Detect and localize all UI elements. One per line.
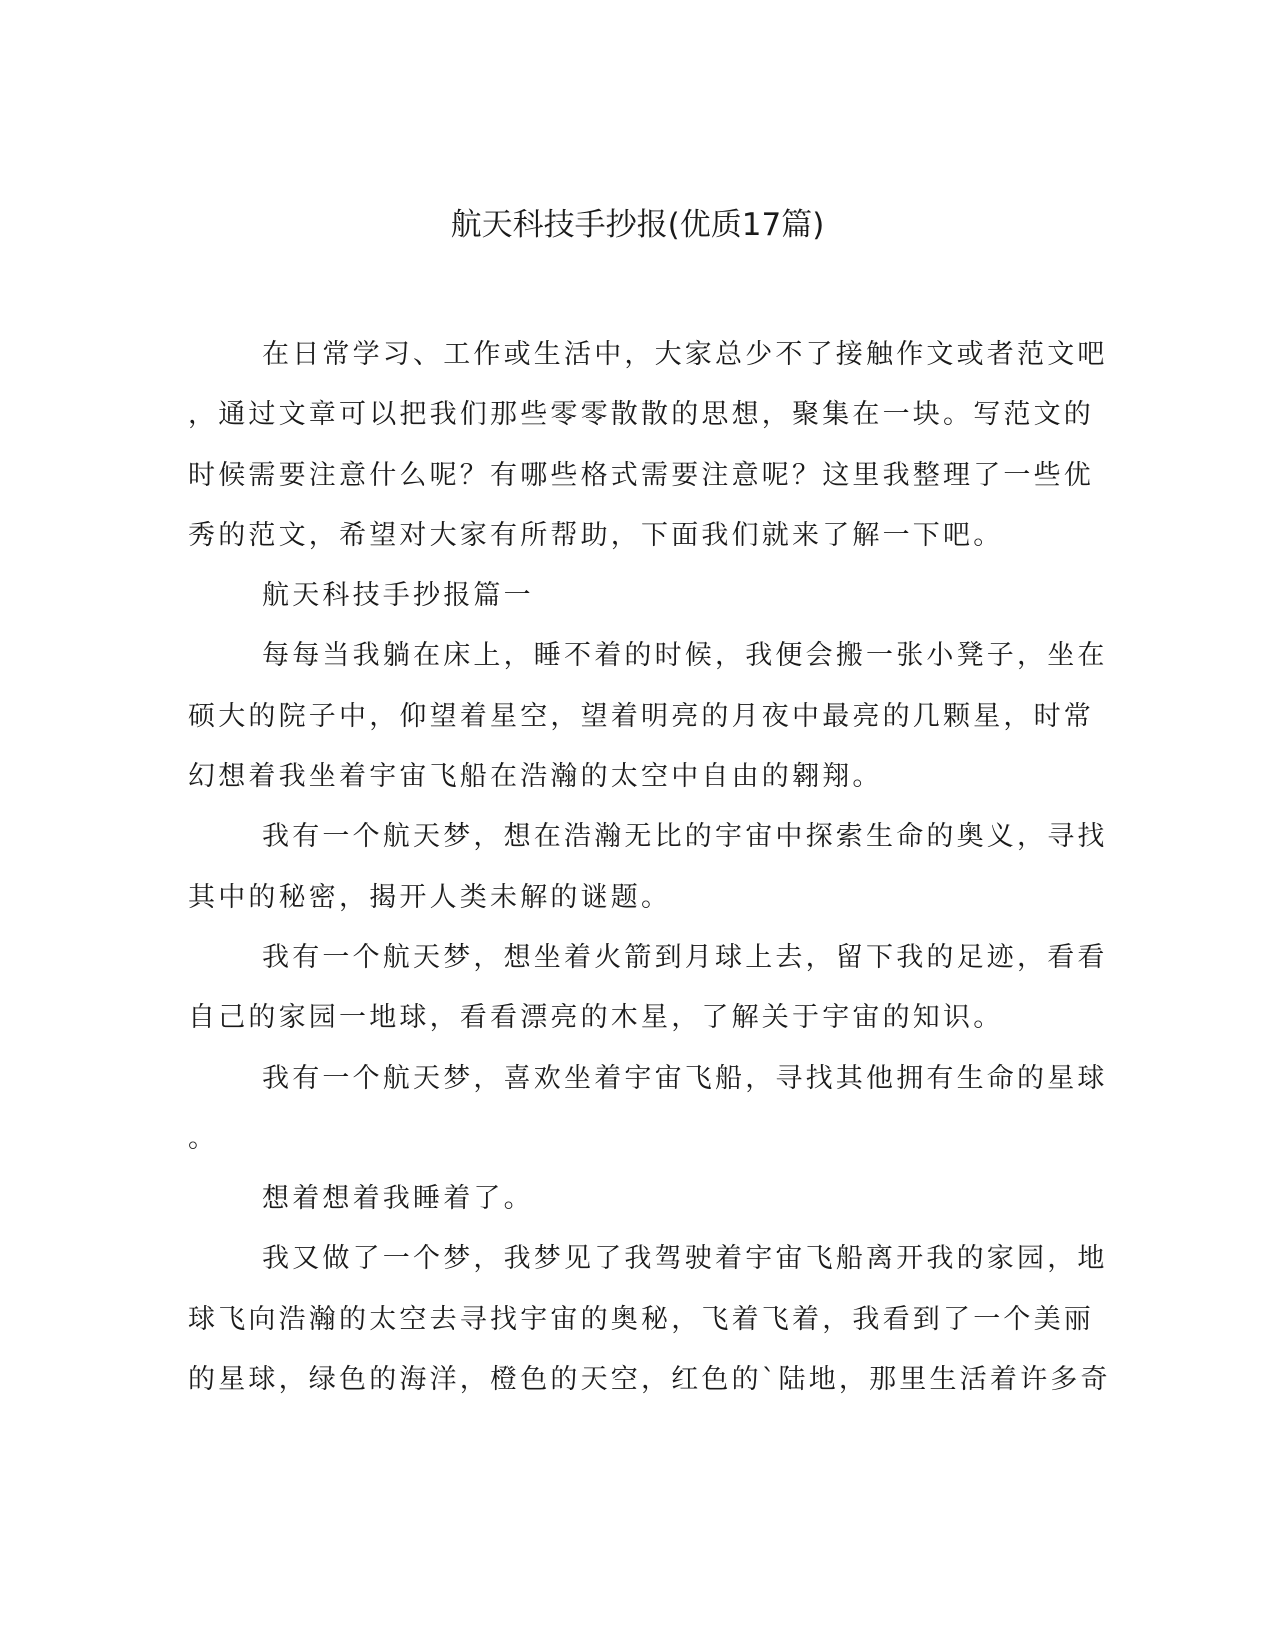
paragraph-line: 时候需要注意什么呢？有哪些格式需要注意呢？这里我整理了一些优 — [188, 459, 1094, 491]
paragraph-line: 每每当我躺在床上，睡不着的时候，我便会搬一张小凳子，坐在 — [262, 640, 1108, 672]
paragraph-line: 航天科技手抄报篇一 — [262, 580, 534, 612]
paragraph — [188, 626, 1108, 807]
paragraph — [188, 325, 1108, 566]
paragraph-line: 我有一个航天梦，喜欢坐着宇宙飞船，寻找其他拥有生命的星球 — [262, 1062, 1108, 1094]
paragraph-line: 其中的秘密，揭开人类未解的谜题。 — [188, 881, 672, 913]
paragraph — [188, 928, 1108, 1049]
document-title: 航天科技手抄报(优质17篇) — [450, 207, 825, 243]
paragraph-line: 秀的范文，希望对大家有所帮助，下面我们就来了解一下吧。 — [188, 519, 1004, 551]
paragraph-line: 我又做了一个梦，我梦见了我驾驶着宇宙飞船离开我的家园，地 — [262, 1243, 1108, 1275]
paragraph-line: 。 — [188, 1122, 219, 1154]
paragraph-line: 在日常学习、工作或生活中，大家总少不了接触作文或者范文吧 — [262, 339, 1108, 370]
paragraph-line: 我有一个航天梦，想坐着火箭到月球上去，留下我的足迹，看看 — [262, 941, 1108, 973]
paragraph-line: 幻想着我坐着宇宙飞船在浩瀚的太空中自由的翱翔。 — [188, 761, 883, 793]
paragraph-line: 自己的家园一地球，看看漂亮的木星，了解关于宇宙的知识。 — [188, 1002, 1004, 1034]
paragraph-line: 球飞向浩瀚的太空去寻找宇宙的奥秘，飞着飞着，我看到了一个美丽 — [188, 1303, 1094, 1335]
paragraph-line: 想着想着我睡着了。 — [262, 1183, 534, 1215]
paragraph-line: ，通过文章可以把我们那些零零散散的思想，聚集在一块。写范文的 — [188, 399, 1094, 431]
paragraph-line: 的星球，绿色的海洋，橙色的天空，红色的`陆地，那里生活着许多奇 — [188, 1364, 1111, 1396]
document-body — [188, 325, 1111, 1410]
paragraph — [188, 566, 1048, 626]
paragraph — [188, 1049, 1108, 1170]
paragraph — [188, 1229, 1111, 1410]
paragraph-line: 我有一个航天梦，想在浩瀚无比的宇宙中探索生命的奥义，寻找 — [262, 821, 1108, 853]
paragraph — [188, 807, 1108, 928]
paragraph — [188, 1169, 1048, 1229]
paragraph-line: 硕大的院子中，仰望着星空，望着明亮的月夜中最亮的几颗星，时常 — [188, 700, 1094, 732]
